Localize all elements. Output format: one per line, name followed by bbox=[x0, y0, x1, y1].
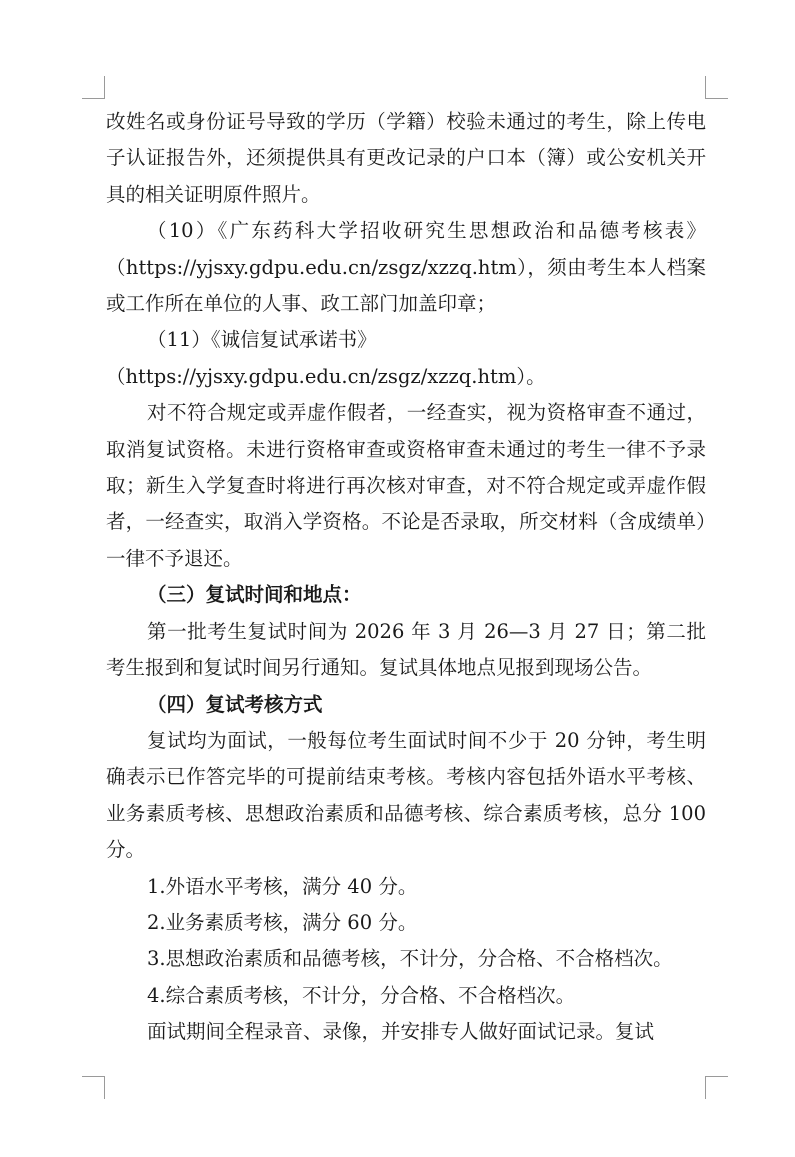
section-heading-assessment-method: （四）复试考核方式 bbox=[147, 692, 323, 716]
section-heading-time-place: （三）复试时间和地点： bbox=[147, 583, 362, 607]
paragraph-item-11-url: （https://yjsxy.gdpu.edu.cn/zsgz/xzzq.htm）。 bbox=[106, 364, 546, 388]
paragraph-item-11: （11）《诚信复试承诺书》 bbox=[147, 328, 377, 352]
list-item-comprehensive-quality: 4.综合素质考核，不计分，分合格、不合格档次。 bbox=[147, 983, 576, 1007]
document-body bbox=[106, 104, 706, 1051]
paragraph-fraud-policy: 对不符合规定或弄虚作假者，一经查实，视为资格审查不通过，取消复试资格。未进行资格审查或资格审查未通过的考生一律不予录取；新生入学复查时将进行再次核对审查，对不符合规定或弄虚作假者，一经查实，取消入学资格。不论是否录取，所交材料（含成绩单）一律不予退还。 bbox=[106, 401, 706, 570]
paragraph-recording: 面试期间全程录音、录像，并安排专人做好面试记录。复试 bbox=[147, 1020, 655, 1044]
margin-corner-mark-bottom-left bbox=[82, 1076, 105, 1099]
list-item-professional-quality: 2.业务素质考核，满分 60 分。 bbox=[147, 910, 418, 934]
paragraph-name-change-note: 改姓名或身份证号导致的学历（学籍）校验未通过的考生，除上传电子认证报告外，还须提供具有更改记录的户口本（簿）或公安机关开具的相关证明原件照片。 bbox=[106, 110, 706, 206]
list-item-political-moral: 3.思想政治素质和品德考核，不计分，分合格、不合格档次。 bbox=[147, 947, 673, 971]
paragraph-time-place: 第一批考生复试时间为 2026 年 3 月 26—3 月 27 日；第二批考生报到和复试时间另行通知。复试具体地点见报到现场公告。 bbox=[106, 619, 706, 680]
paragraph-assessment-method: 复试均为面试，一般每位考生面试时间不少于 20 分钟，考生明确表示已作答完毕的可提前结束考核。考核内容包括外语水平考核、业务素质考核、思想政治素质和品德考核、综合素质考核，总分 100 分。 bbox=[106, 728, 706, 862]
list-item-foreign-language: 1.外语水平考核，满分 40 分。 bbox=[147, 874, 418, 898]
margin-corner-mark-top-right bbox=[705, 76, 728, 99]
margin-corner-mark-top-left bbox=[82, 76, 105, 99]
margin-corner-mark-bottom-right bbox=[705, 1076, 728, 1099]
paragraph-item-10: （10）《广东药科大学招收研究生思想政治和品德考核表》（https://yjsxy.gdpu.edu.cn/zsgz/xzzq.htm），须由考生本人档案或工作所在单位的人事、政工部门加盖印章； bbox=[106, 219, 706, 316]
